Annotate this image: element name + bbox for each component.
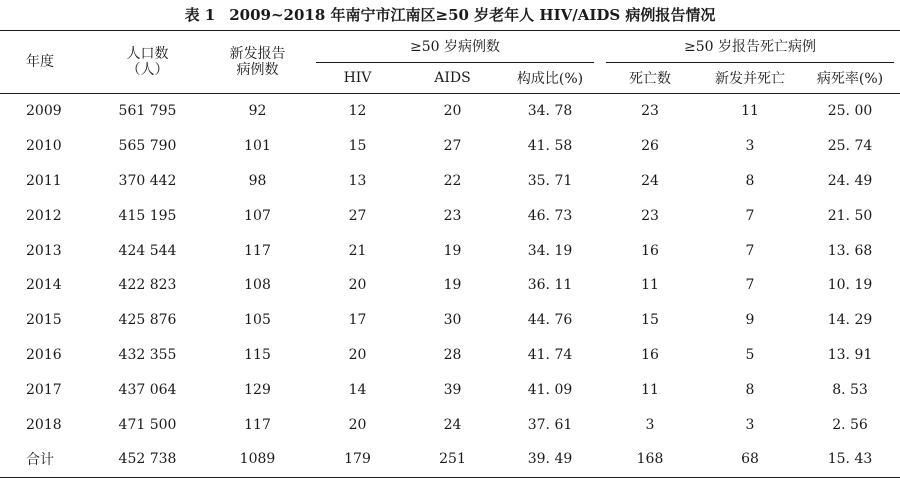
header-group-cases-label: ≥50 岁病例数 — [410, 39, 500, 55]
cell-hiv: 27 — [348, 207, 367, 224]
cell-deaths: 24 — [641, 172, 659, 189]
cell-fatality: 10. 19 — [827, 277, 873, 294]
cell-new-and-dead: 8 — [745, 381, 755, 398]
cell-new-reports: 117 — [244, 242, 271, 259]
cell-year: 2017 — [26, 381, 62, 398]
header-ratio: 构成比(%) — [500, 63, 600, 94]
cell-new-and-dead: 7 — [745, 277, 755, 294]
header-deaths: 死亡数 — [600, 63, 700, 94]
cell-hiv: 12 — [348, 103, 367, 120]
cell-aids: 39 — [443, 381, 462, 398]
header-fatality: 病死率(%) — [800, 63, 900, 94]
cell-hiv: 15 — [348, 138, 367, 155]
cell-fatality: 24. 49 — [827, 172, 873, 189]
cell-new-reports: 98 — [248, 172, 267, 189]
cell-year: 2014 — [26, 277, 62, 294]
header-new-reports-line1: 新发报告 — [229, 46, 286, 62]
cell-year: 2018 — [26, 416, 62, 433]
cell-new-reports: 107 — [244, 207, 271, 224]
cell-new-reports: 117 — [244, 416, 271, 433]
cell-new-reports: 105 — [244, 312, 271, 329]
cell-aids: 23 — [443, 207, 462, 224]
cell-aids: 251 — [405, 442, 500, 477]
cell-new-and-dead: 8 — [745, 172, 755, 189]
cell-fatality: 2. 56 — [832, 416, 868, 433]
cell-population: 422 823 — [118, 277, 177, 294]
cell-new-and-dead: 7 — [745, 207, 755, 224]
cell-fatality: 13. 91 — [827, 346, 873, 363]
cell-population: 565 790 — [118, 138, 177, 155]
table-title: 2009~2018 年南宁市江南区≥50 岁老年人 HIV/AIDS 病例报告情况 — [229, 6, 716, 24]
cell-year: 2012 — [26, 207, 62, 224]
cell-fatality: 15. 43 — [800, 442, 900, 477]
cell-deaths: 16 — [641, 346, 659, 363]
header-population-line2: （人） — [126, 62, 169, 78]
cell-new-reports: 92 — [248, 103, 267, 120]
cell-hiv: 13 — [348, 172, 367, 189]
header-population-line1: 人口数 — [126, 46, 169, 62]
header-new-and-dead: 新发并死亡 — [700, 63, 800, 94]
cell-population: 432 355 — [118, 346, 177, 363]
cell-year: 2013 — [26, 242, 62, 259]
cell-hiv: 20 — [348, 416, 367, 433]
cell-ratio: 41. 09 — [527, 381, 573, 398]
cell-new-reports: 101 — [244, 138, 271, 155]
cell-population: 415 195 — [118, 207, 177, 224]
cell-population: 424 544 — [118, 242, 177, 259]
table-row — [0, 129, 900, 164]
cell-hiv: 17 — [348, 312, 367, 329]
table-row — [0, 94, 900, 129]
cell-aids: 19 — [443, 277, 462, 294]
cell-population: 370 442 — [118, 172, 177, 189]
cell-new-and-dead: 7 — [745, 242, 755, 259]
cell-ratio: 46. 73 — [527, 207, 573, 224]
cell-deaths: 11 — [641, 381, 659, 398]
cell-new-and-dead: 11 — [741, 103, 759, 120]
cell-deaths: 3 — [645, 416, 655, 433]
cell-fatality: 25. 00 — [827, 103, 873, 120]
group-cases-underline — [316, 62, 594, 63]
cell-aids: 27 — [443, 138, 462, 155]
cell-new-and-dead: 5 — [745, 346, 755, 363]
cell-ratio: 41. 74 — [527, 346, 573, 363]
cell-year: 2016 — [26, 346, 62, 363]
table-number: 表 1 — [184, 6, 216, 24]
cell-deaths: 15 — [641, 312, 659, 329]
cell-aids: 20 — [443, 103, 462, 120]
cell-aids: 24 — [443, 416, 462, 433]
table-row — [0, 303, 900, 338]
cell-fatality: 13. 68 — [827, 242, 873, 259]
cell-population: 437 064 — [118, 381, 177, 398]
hiv-aids-table — [0, 30, 900, 478]
cell-fatality: 21. 50 — [827, 207, 873, 224]
cell-deaths: 16 — [641, 242, 659, 259]
table-row — [0, 372, 900, 407]
table-row — [0, 164, 900, 199]
cell-fatality: 8. 53 — [832, 381, 868, 398]
table-row — [0, 233, 900, 268]
cell-hiv: 14 — [348, 381, 367, 398]
cell-aids: 22 — [443, 172, 462, 189]
cell-new-and-dead: 9 — [745, 312, 755, 329]
cell-deaths: 23 — [641, 207, 659, 224]
table-row — [0, 442, 900, 477]
header-year: 年度 — [0, 31, 90, 94]
header-hiv: HIV — [310, 63, 405, 94]
cell-year: 2009 — [26, 103, 62, 120]
header-aids: AIDS — [405, 63, 500, 94]
cell-deaths: 168 — [600, 442, 700, 477]
table-row — [0, 198, 900, 233]
cell-population: 561 795 — [118, 103, 177, 120]
cell-new-reports: 108 — [244, 277, 271, 294]
header-new-reports — [205, 31, 310, 94]
table-row — [0, 407, 900, 442]
header-group-cases — [310, 31, 600, 64]
cell-aids: 28 — [443, 346, 462, 363]
cell-population: 425 876 — [118, 312, 177, 329]
cell-hiv: 179 — [310, 442, 405, 477]
cell-ratio: 34. 19 — [527, 242, 573, 259]
header-group-deaths-label: ≥50 岁报告死亡病例 — [684, 39, 816, 55]
cell-new-reports: 129 — [244, 381, 271, 398]
cell-ratio: 39. 49 — [500, 442, 600, 477]
cell-hiv: 20 — [348, 346, 367, 363]
cell-year: 2011 — [26, 172, 62, 189]
cell-ratio: 41. 58 — [527, 138, 573, 155]
cell-ratio: 36. 11 — [527, 277, 573, 294]
table-caption — [0, 0, 900, 30]
cell-deaths: 11 — [641, 277, 659, 294]
cell-ratio: 34. 78 — [527, 103, 573, 120]
table-row — [0, 268, 900, 303]
table-row — [0, 338, 900, 373]
header-new-reports-line2: 病例数 — [236, 62, 279, 78]
group-deaths-underline — [606, 62, 894, 63]
cell-deaths: 26 — [641, 138, 659, 155]
cell-ratio: 44. 76 — [527, 312, 573, 329]
cell-population: 471 500 — [118, 416, 177, 433]
cell-new-and-dead: 3 — [745, 138, 755, 155]
cell-fatality: 25. 74 — [827, 138, 873, 155]
header-population — [90, 31, 205, 94]
cell-new-and-dead: 3 — [745, 416, 755, 433]
cell-hiv: 21 — [348, 242, 367, 259]
cell-new-and-dead: 68 — [700, 442, 800, 477]
header-group-deaths — [600, 31, 900, 64]
cell-year: 2015 — [26, 312, 62, 329]
cell-year: 合计 — [0, 442, 90, 477]
cell-fatality: 14. 29 — [827, 312, 873, 329]
cell-deaths: 23 — [641, 103, 659, 120]
cell-year: 2010 — [26, 138, 62, 155]
cell-new-reports: 1089 — [205, 442, 310, 477]
cell-population: 452 738 — [90, 442, 205, 477]
table-body — [0, 94, 900, 478]
cell-ratio: 35. 71 — [527, 172, 573, 189]
cell-aids: 19 — [443, 242, 462, 259]
cell-new-reports: 115 — [244, 346, 271, 363]
table-header — [0, 31, 900, 94]
cell-ratio: 37. 61 — [527, 416, 573, 433]
cell-aids: 30 — [443, 312, 462, 329]
cell-hiv: 20 — [348, 277, 367, 294]
